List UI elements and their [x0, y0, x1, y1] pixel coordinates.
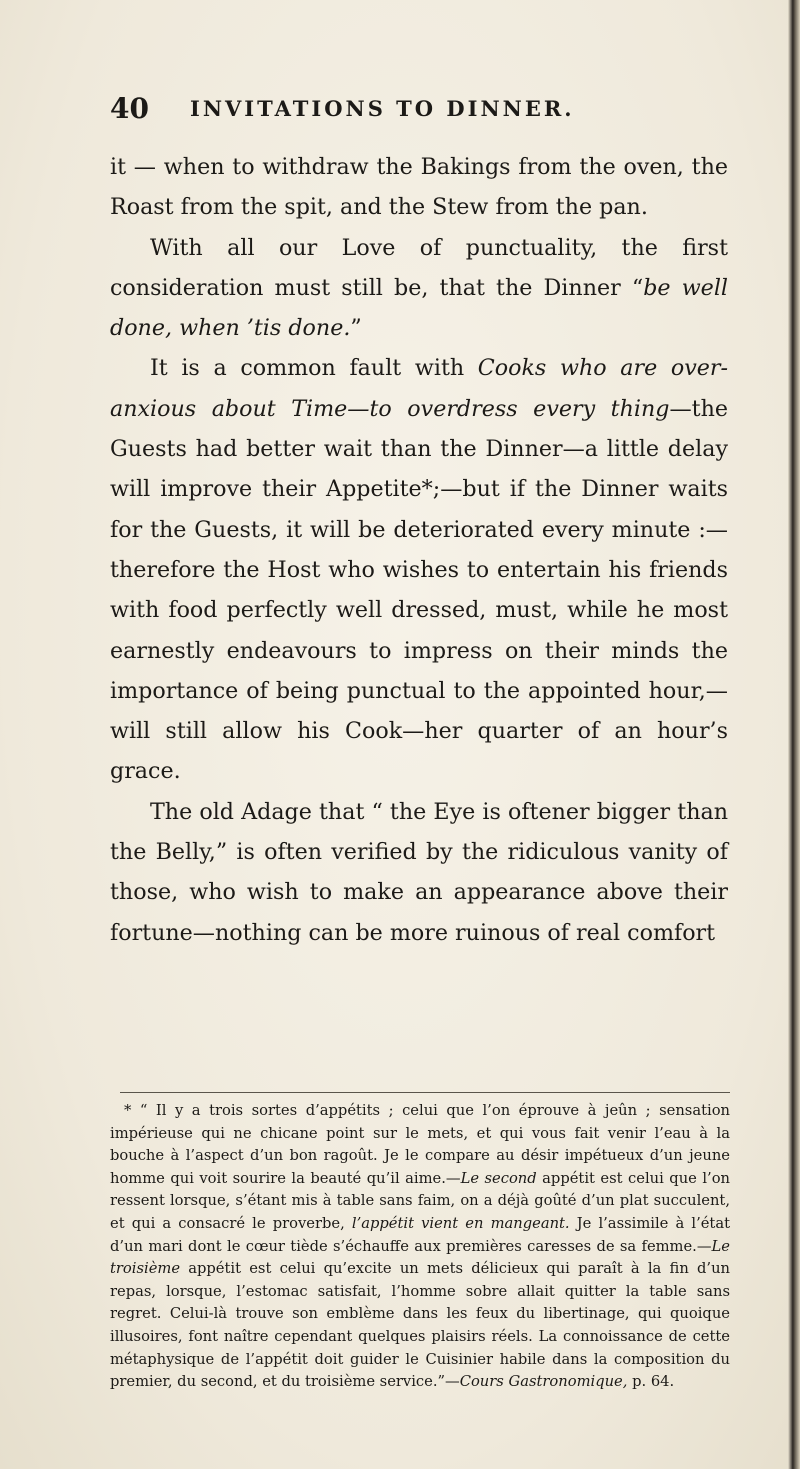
footnote-part-3: Je l’assimile à l’état d’un mari dont le cœur tiède s’échauffe aux premières caresses de sa femme.—	[110, 1214, 730, 1255]
footnote-part-1: * “ Il y a trois sortes d’appétits ; celui que l’on éprouve à jeûn ; sensation impérieuse qui ne chicane point sur le mets, et qui vous fait venir l’eau à la bouche à l’aspect d’un bon ragoût. Je le compare au désir impétueux d’un jeune homme qui voit sourire la beauté qu’il aime.—	[110, 1102, 730, 1187]
footnote-part-2: appétit est celui que l’on ressent lorsque, s’étant mis à table sans faim, on a déjà goûté d’un plat succulent, et qui a consacré le proverbe,	[110, 1169, 730, 1232]
footnote-part-4: appétit est celui qu’excite un mets délicieux qui paraît à la fin d’un repas, lorsque, l’estomac satisfait, l’homme sobre allait quitter la table sans regret. Celui-là trouve son emblème dans les feux du libertinage, qui quoique illusoires, font naître cependant quelques plaisirs réels. La connoissance de cette métaphysique de l’appétit doit guider le Cuisinier habile dans la composition du premier, du second, et du troisième service.”—	[110, 1260, 730, 1391]
paragraph-4: The old Adage that “ the Eye is oftener bigger than the Belly,” is often verified by the ridiculous vanity of those, who wish to make an appearance above their fortune—nothing can be more ruinous of real comfort	[110, 798, 728, 946]
page-number: 40	[110, 92, 149, 125]
paragraph-3-end: —the Guests had better wait than the Dinner—a little delay will improve their Appetite*;—but if the Dinner waits for the Guests, it will be deteriorated every minute :—therefore the Host who wishes to entertain his friends with food perfectly well dressed, must, while he most earnestly endeavours to impress on their minds the importance of being punctual to the appointed hour,— will still allow his Cook—her quarter of an hour’s grace.	[110, 395, 728, 785]
page-header	[110, 92, 730, 142]
footnote-italic-1: Le second	[460, 1169, 537, 1187]
footnote-source: Cours Gastronomique,	[459, 1373, 628, 1391]
paragraph-3-italic: Cooks who are over-anxious about Time—to overdress every thing	[110, 355, 728, 422]
paragraph-3-start: It is a common fault with	[150, 355, 478, 382]
footnote-rule	[120, 1092, 730, 1093]
paragraph-2-start: With all our Love of punctuality, the first consideration must still be, that the Dinner “	[110, 234, 728, 301]
paragraph-2	[110, 228, 728, 349]
paragraph-3	[110, 348, 728, 791]
footnote-italic-2: l’appétit vient en mangeant.	[351, 1214, 570, 1232]
page-edge-shadow	[788, 0, 800, 1469]
footnote-italic-3: Le troisième	[110, 1237, 730, 1278]
paragraph-1: it — when to withdraw the Bakings from the oven, the Roast from the spit, and the Stew from the pan.	[110, 154, 728, 221]
paragraph-2-end: ”	[350, 315, 362, 342]
paragraph-2-italic: be well done, when ’tis done.	[110, 274, 729, 342]
footnote-page-ref: p. 64.	[627, 1373, 675, 1391]
main-text	[110, 147, 728, 953]
footnote	[110, 1100, 730, 1394]
footnote-text	[110, 1100, 730, 1394]
running-head: INVITATIONS TO DINNER.	[190, 96, 575, 121]
